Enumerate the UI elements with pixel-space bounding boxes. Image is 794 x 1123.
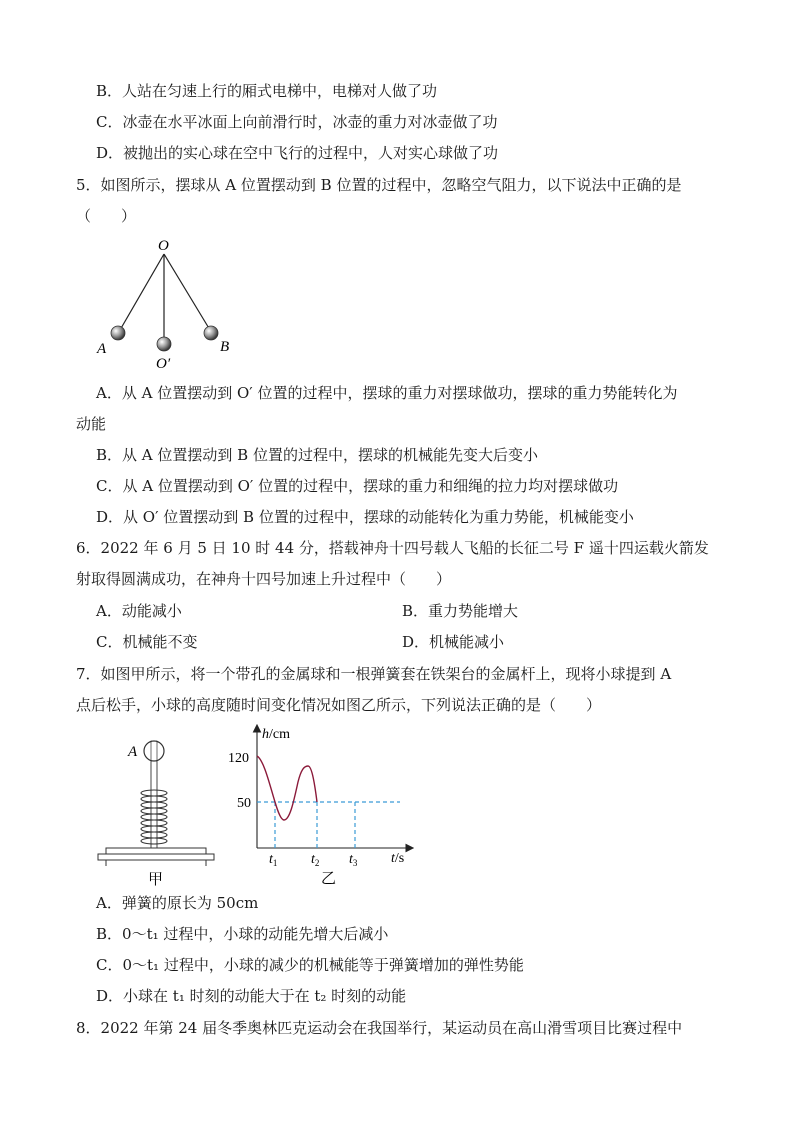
q7-option-c: C．0～t₁ 过程中，小球的减少的机械能等于弹簧增加的弹性势能	[96, 956, 524, 974]
spring-apparatus-figure	[92, 728, 222, 890]
q5-option-a-line1: A．从 A 位置摆动到 O′ 位置的过程中，摆球的重力对摆球做功，摆球的重力势能转化为	[96, 384, 678, 402]
x-tick-t3: $t_3$	[349, 852, 358, 868]
q4-option-d: D．被抛出的实心球在空中飞行的过程中，人对实心球做了功	[96, 144, 499, 162]
label-o-prime: O′	[156, 356, 171, 372]
label-b: B	[220, 339, 230, 355]
q7-option-b: B．0～t₁ 过程中，小球的动能先增大后减小	[96, 925, 389, 943]
q4-option-b: B．人站在匀速上行的厢式电梯中，电梯对人做了功	[96, 82, 438, 100]
pendulum-string-b	[164, 254, 210, 330]
q7-option-d: D．小球在 t₁ 时刻的动能大于在 t₂ 时刻的动能	[96, 987, 407, 1005]
x-tick-t1: $t_1$	[269, 852, 278, 868]
q5-option-c: C．从 A 位置摆动到 O′ 位置的过程中，摆球的重力和细绳的拉力均对摆球做功	[96, 477, 619, 495]
height-time-graph	[224, 720, 420, 888]
height-curve	[257, 756, 317, 820]
q5-stem-line2: （ ）	[76, 207, 137, 225]
q6-option-a: A．动能减小	[96, 602, 182, 620]
stand-base	[98, 848, 214, 866]
pendulum-ball-o-prime	[157, 337, 171, 351]
y-tick-120: 120	[228, 751, 249, 766]
caption-yi: 乙	[321, 871, 337, 887]
q7-stem-line2: 点后松手，小球的高度随时间变化情况如图乙所示，下列说法正确的是（ ）	[76, 696, 602, 714]
pendulum-figure	[90, 232, 250, 372]
y-tick-50: 50	[237, 796, 251, 811]
y-axis-label: h/cm	[262, 727, 290, 742]
q4-option-c: C．冰壶在水平冰面上向前滑行时，冰壶的重力对冰壶做了功	[96, 113, 498, 131]
q6-option-d: D．机械能减小	[402, 633, 505, 651]
caption-jia: 甲	[148, 872, 164, 888]
pendulum-ball-b	[204, 326, 218, 340]
q7-stem-line1: 7．如图甲所示，将一个带孔的金属球和一根弹簧套在铁架台的金属杆上，现将小球提到 A	[76, 665, 672, 683]
x-tick-t2: $t_2$	[311, 852, 320, 868]
q6-stem-line2: 射取得圆满成功，在神舟十四号加速上升过程中（ ）	[76, 570, 452, 588]
label-a-ball: A	[128, 744, 138, 760]
q8-stem-line1: 8．2022 年第 24 届冬季奥林匹克运动会在我国举行，某运动员在高山滑雪项目比赛过程中	[76, 1019, 683, 1037]
pendulum-ball-a	[111, 326, 125, 340]
q6-option-c: C．机械能不变	[96, 633, 198, 651]
x-axis-label: t/s	[391, 851, 405, 866]
q6-stem-line1: 6．2022 年 6 月 5 日 10 时 44 分，搭载神舟十四号载人飞船的长征二号 F 遥十四运载火箭发	[76, 539, 709, 557]
pendulum-string-a	[120, 254, 164, 330]
label-a: A	[97, 341, 107, 357]
label-o: O	[158, 238, 169, 254]
metal-ball	[144, 741, 164, 761]
q5-stem-line1: 5．如图所示，摆球从 A 位置摆动到 B 位置的过程中，忽略空气阻力，以下说法中正确的是	[76, 176, 682, 194]
dashed-guides	[257, 802, 400, 848]
q5-option-a-line2: 动能	[76, 415, 107, 433]
q5-option-b: B．从 A 位置摆动到 B 位置的过程中，摆球的机械能先变大后变小	[96, 446, 538, 464]
q7-option-a: A．弹簧的原长为 50cm	[96, 894, 259, 912]
q6-option-b: B．重力势能增大	[402, 602, 519, 620]
q5-option-d: D．从 O′ 位置摆动到 B 位置的过程中，摆球的动能转化为重力势能，机械能变小	[96, 508, 634, 526]
